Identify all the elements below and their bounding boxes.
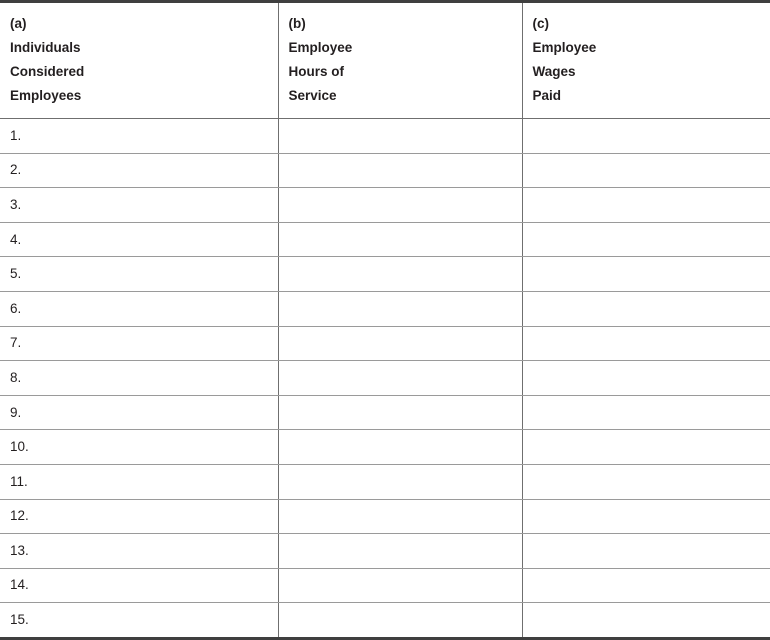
wages-paid-input[interactable]: [522, 361, 770, 396]
hours-of-service-input[interactable]: [278, 430, 522, 465]
row-number: 2.: [0, 153, 278, 188]
table-body: [0, 119, 770, 639]
column-c-title-line-2: Wages: [532, 64, 576, 80]
row-number: 9.: [0, 395, 278, 430]
wages-paid-input[interactable]: [522, 465, 770, 500]
table-row: [0, 534, 770, 569]
column-b-title-line-2: Hours of: [288, 64, 344, 80]
hours-of-service-input[interactable]: [278, 395, 522, 430]
hours-of-service-input[interactable]: [278, 465, 522, 500]
wages-paid-input[interactable]: [522, 188, 770, 223]
hours-of-service-input[interactable]: [278, 188, 522, 223]
column-b-marker: (b): [288, 16, 306, 31]
column-header-b: [278, 2, 522, 119]
wages-paid-input[interactable]: [522, 257, 770, 292]
column-b-title-line-1: Employee: [288, 40, 353, 56]
table-row: [0, 603, 770, 639]
column-c-title-line-3: Paid: [532, 88, 562, 104]
table-row: [0, 257, 770, 292]
wages-paid-input[interactable]: [522, 222, 770, 257]
row-number: 1.: [0, 119, 278, 154]
row-number: 5.: [0, 257, 278, 292]
table-row: [0, 326, 770, 361]
row-number: 10.: [0, 430, 278, 465]
column-a-marker: (a): [10, 16, 27, 31]
column-header-c: [522, 2, 770, 119]
table-row: [0, 292, 770, 327]
hours-of-service-input[interactable]: [278, 257, 522, 292]
table-row: [0, 568, 770, 603]
table-row: [0, 465, 770, 500]
column-b-title-line-3: Service: [288, 88, 337, 104]
wages-paid-input[interactable]: [522, 499, 770, 534]
table-row: [0, 222, 770, 257]
table-row: [0, 119, 770, 154]
column-c-title-line-1: Employee: [532, 40, 597, 56]
row-number: 14.: [0, 568, 278, 603]
hours-of-service-input[interactable]: [278, 153, 522, 188]
row-number: 3.: [0, 188, 278, 223]
table-row: [0, 188, 770, 223]
row-number: 4.: [0, 222, 278, 257]
row-number: 15.: [0, 603, 278, 639]
wages-paid-input[interactable]: [522, 326, 770, 361]
row-number: 11.: [0, 465, 278, 500]
table-row: [0, 499, 770, 534]
row-number: 12.: [0, 499, 278, 534]
column-a-title-line-1: Individuals: [10, 40, 81, 56]
table-row: [0, 361, 770, 396]
column-c-marker: (c): [532, 16, 549, 31]
wages-paid-input[interactable]: [522, 395, 770, 430]
hours-of-service-input[interactable]: [278, 568, 522, 603]
wages-paid-input[interactable]: [522, 603, 770, 639]
wages-paid-input[interactable]: [522, 119, 770, 154]
wages-paid-input[interactable]: [522, 534, 770, 569]
column-header-a: [0, 2, 278, 119]
table-row: [0, 430, 770, 465]
hours-of-service-input[interactable]: [278, 292, 522, 327]
wages-paid-input[interactable]: [522, 430, 770, 465]
row-number: 8.: [0, 361, 278, 396]
hours-of-service-input[interactable]: [278, 326, 522, 361]
hours-of-service-input[interactable]: [278, 119, 522, 154]
row-number: 13.: [0, 534, 278, 569]
hours-of-service-input[interactable]: [278, 534, 522, 569]
row-number: 6.: [0, 292, 278, 327]
wages-paid-input[interactable]: [522, 153, 770, 188]
hours-of-service-input[interactable]: [278, 222, 522, 257]
hours-of-service-input[interactable]: [278, 499, 522, 534]
table-header-row: [0, 2, 770, 119]
wages-paid-input[interactable]: [522, 292, 770, 327]
hours-of-service-input[interactable]: [278, 361, 522, 396]
column-a-title-line-3: Employees: [10, 88, 82, 104]
wages-paid-input[interactable]: [522, 568, 770, 603]
row-number: 7.: [0, 326, 278, 361]
column-a-title-line-2: Considered: [10, 64, 85, 80]
hours-of-service-input[interactable]: [278, 603, 522, 639]
table-row: [0, 395, 770, 430]
table-row: [0, 153, 770, 188]
table-header: [0, 2, 770, 119]
